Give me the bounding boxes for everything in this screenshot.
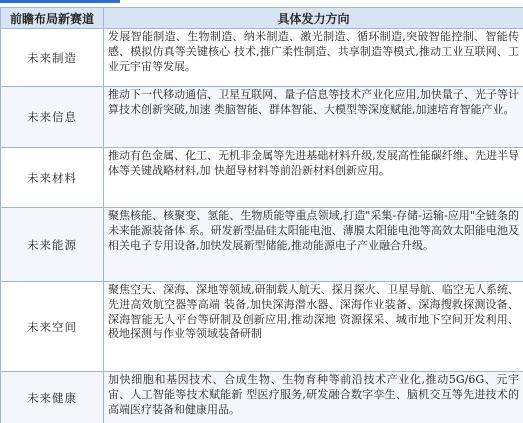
- table-row: [1, 87, 523, 148]
- accent-bar: [0, 0, 120, 3]
- row-sector-materials: 未来材料: [1, 148, 104, 208]
- row-direction-space: 聚焦空天、深海、深地等领域,研制载人航天、探月探火、卫星导航、临空无人系统、先进高效航空器等高端 装备,加快深海潜水器、深海作业装备、深海搜救探测设备、深海智能无人平台等研制及创新应用,推动深地 资源探采、城市地下空间开发利用、极地探测与作业等领域装备研制: [104, 282, 523, 372]
- table-row: [1, 372, 523, 423]
- future-industries-table: [0, 7, 523, 423]
- row-direction-health: 加快细胞和基因技术、合成生物、生物育种等前沿技术产业化,推动5G/6G、元宇宙、人工智能等技术赋能新 型医疗服务,研发融合数字孪生、脑机交互等先进技术的高端医疗装备和健康用品。: [104, 372, 523, 423]
- header-direction: 具体发力方向: [104, 8, 523, 29]
- row-direction-information: 推动下一代移动通信、卫星互联网、量子信息等技术产业化应用,加快量子、光子等计算技术创新突破,加速 类脑智能、群体智能、大模型等深度赋能,加速培育智能产业。: [104, 87, 523, 148]
- row-direction-materials: 推动有色金属、化工、无机非金属等先进基础材料升级,发展高性能碳纤维、先进半导体等关键战略材料,加 快超导材料等前沿新材料创新应用。: [104, 148, 523, 208]
- row-sector-health: 未来健康: [1, 372, 104, 423]
- table-row: [1, 29, 523, 87]
- table-row: [1, 208, 523, 282]
- table-row: [1, 148, 523, 208]
- table-row: [1, 282, 523, 372]
- row-sector-energy: 未来能源: [1, 208, 104, 282]
- row-sector-information: 未来信息: [1, 87, 104, 148]
- row-sector-manufacturing: 未来制造: [1, 29, 104, 87]
- table-header-row: [1, 8, 523, 29]
- row-direction-manufacturing: 发展智能制造、生物制造、纳米制造、激光制造、循环制造,突破智能控制、智能传感、模拟仿真等关键核心 技术,推广柔性制造、共享制造等模式,推动工业互联网、工业元宇宙等发展。: [104, 29, 523, 87]
- header-sector: 前瞻布局新赛道: [1, 8, 104, 29]
- row-sector-space: 未来空间: [1, 282, 104, 372]
- header-accent-strip: [0, 0, 523, 6]
- row-direction-energy: 聚焦核能、核聚变、氢能、生物质能等重点领域,打造"采集-存储-运输-应用"全链条的未来能源装备体 系。研发新型晶硅太阳能电池、薄膜太阳能电池等高效太阳能电池及相关电子专用设备,加快发展新型储能,推动能源电子产业融合升级。: [104, 208, 523, 282]
